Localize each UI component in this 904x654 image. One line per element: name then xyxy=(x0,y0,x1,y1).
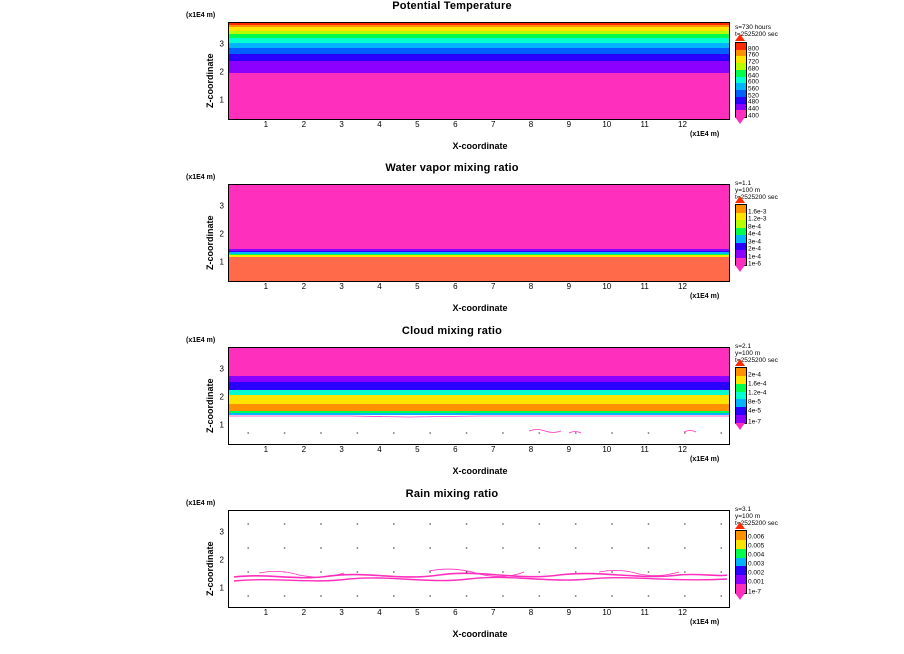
colorbar-box xyxy=(735,204,747,266)
x-tick-label: 2 xyxy=(301,608,307,617)
y-axis-label: Z-coordinate xyxy=(205,215,215,270)
panel-water-vapor-mixing-ratio xyxy=(0,162,904,322)
x-tick-label: 11 xyxy=(640,120,649,129)
x-tick-label: 5 xyxy=(415,608,420,617)
x-tick-label: 12 xyxy=(678,445,687,454)
colorbar-segment xyxy=(736,384,746,392)
x-tick-label: 7 xyxy=(490,445,496,454)
x-axis-unit-bottom: (x1E4 m) xyxy=(690,293,720,300)
x-axis-unit-bottom: (x1E4 m) xyxy=(690,619,720,626)
colorbar-segment xyxy=(736,104,746,111)
colorbar-tick-label: 600 xyxy=(748,78,759,86)
colorbar-tick-label: 680 xyxy=(748,65,759,73)
colorbar-tick-label: 1e-7 xyxy=(748,588,762,596)
colorbar-tick-label: 2e-4 xyxy=(748,371,762,379)
x-tick-label: 2 xyxy=(301,282,307,291)
colorbar-water-vapor xyxy=(735,202,795,282)
colorbar-cloud xyxy=(735,365,795,445)
plot-meta-line-3: t=2525200 sec xyxy=(735,194,778,201)
x-tick-label: 5 xyxy=(415,120,420,129)
x-tick-label: 1 xyxy=(263,608,269,617)
x-tick-label: 10 xyxy=(602,445,612,454)
colorbar-tick-label: 640 xyxy=(748,72,759,80)
colorbar-tick-label: 0.005 xyxy=(748,542,765,550)
contour-band xyxy=(229,23,729,25)
colorbar-over-arrow xyxy=(735,34,745,41)
x-tick-label: 6 xyxy=(453,445,458,454)
x-tick-label: 7 xyxy=(490,608,496,617)
x-tick-labels xyxy=(228,120,728,130)
colorbar-tick-label: 760 xyxy=(748,51,759,59)
x-tick-label: 9 xyxy=(566,120,572,129)
x-tick-label: 11 xyxy=(640,282,649,291)
x-tick-label: 10 xyxy=(602,120,612,129)
colorbar-tick-label: 520 xyxy=(748,92,759,100)
colorbar-tick-label: 4e-4 xyxy=(748,230,762,238)
y-tick-label: 2 xyxy=(219,229,224,239)
colorbar-over-arrow xyxy=(735,522,745,529)
low-level-contour-traces xyxy=(229,348,729,444)
y-tick-label: 1 xyxy=(219,420,224,430)
x-tick-label: 12 xyxy=(678,608,687,617)
colorbar-segment xyxy=(736,63,746,70)
x-tick-label: 6 xyxy=(453,608,458,617)
colorbar-segment xyxy=(736,243,746,251)
plot-meta-line-2: y=100 m xyxy=(735,513,761,520)
contour-band xyxy=(229,43,729,48)
panel-cloud-mixing-ratio xyxy=(0,325,904,485)
panel-rain-mixing-ratio xyxy=(0,488,904,654)
colorbar-potential-temperature xyxy=(735,40,795,120)
x-tick-label: 11 xyxy=(640,608,649,617)
y-axis-unit-top: (x1E4 m) xyxy=(186,500,216,507)
colorbar-tick-label: 1e-6 xyxy=(748,260,762,268)
x-axis-label: X-coordinate xyxy=(452,629,508,639)
x-tick-label: 3 xyxy=(339,445,344,454)
colorbar-tick-label: 1.2e-3 xyxy=(748,215,767,223)
colorbar-tick-label: 560 xyxy=(748,85,759,93)
plot-meta-line-1: s=2.1 xyxy=(735,343,752,350)
x-tick-label: 4 xyxy=(377,445,382,454)
colorbar-segment xyxy=(736,531,746,540)
colorbar-segment xyxy=(736,77,746,84)
contour-band xyxy=(229,34,729,38)
colorbar-segment xyxy=(736,558,746,567)
x-axis-label: X-coordinate xyxy=(452,303,508,313)
colorbar-over-arrow xyxy=(735,359,745,366)
colorbar-segment xyxy=(736,235,746,243)
x-axis-unit-bottom: (x1E4 m) xyxy=(690,456,720,463)
plot-area-water-vapor xyxy=(228,184,730,282)
plot-meta-line-2: t=2525200 sec xyxy=(735,31,778,38)
colorbar-tick-label: 1.6e-3 xyxy=(748,208,767,215)
colorbar-segment xyxy=(736,70,746,77)
x-axis-label: X-coordinate xyxy=(452,141,508,151)
colorbar-segment xyxy=(736,415,746,423)
y-tick-label: 1 xyxy=(219,257,224,267)
colorbar-segment xyxy=(736,228,746,236)
contour-band xyxy=(229,61,729,73)
panel-title: Water vapor mixing ratio xyxy=(385,162,519,174)
x-tick-label: 3 xyxy=(339,120,344,129)
x-tick-label: 5 xyxy=(415,445,420,454)
colorbar-segment xyxy=(736,83,746,90)
plot-meta-line-3: t=2525200 sec xyxy=(735,520,778,527)
colorbar-segment xyxy=(736,56,746,63)
plot-area-cloud xyxy=(228,347,730,445)
colorbar-under-arrow xyxy=(735,117,745,124)
colorbar-tick-label: 4e-5 xyxy=(748,407,762,415)
colorbar-box xyxy=(735,367,747,424)
x-tick-label: 10 xyxy=(602,282,612,291)
colorbar-segment xyxy=(736,399,746,407)
x-tick-label: 12 xyxy=(678,282,687,291)
y-axis-unit-top: (x1E4 m) xyxy=(186,174,216,181)
x-tick-label: 8 xyxy=(528,120,534,129)
y-tick-label: 2 xyxy=(219,555,224,565)
contour-band xyxy=(229,25,729,27)
x-tick-label: 3 xyxy=(339,608,344,617)
colorbar-tick-label: 0.004 xyxy=(748,551,765,559)
colorbar-tick-label: 440 xyxy=(748,105,759,113)
y-tick-label: 3 xyxy=(219,39,224,49)
colorbar-segment xyxy=(736,376,746,384)
colorbar-tick-label: 1e-4 xyxy=(748,253,762,260)
x-tick-label: 4 xyxy=(377,282,382,291)
colorbar-tick-label: 1.2e-4 xyxy=(748,389,767,397)
plot-area-potential-temperature xyxy=(228,22,730,120)
colorbar-tick-label: 0.001 xyxy=(748,578,765,586)
x-tick-label: 7 xyxy=(490,120,496,129)
colorbar-segment xyxy=(736,566,746,575)
y-tick-label: 2 xyxy=(219,67,224,77)
colorbar-segment xyxy=(736,97,746,104)
x-tick-label: 9 xyxy=(566,282,572,291)
colorbar-over-arrow xyxy=(735,196,745,203)
colorbar-tick-label: 3e-4 xyxy=(748,238,762,245)
x-tick-label: 8 xyxy=(528,282,534,291)
y-tick-label: 3 xyxy=(219,201,224,211)
colorbar-segment xyxy=(736,220,746,228)
colorbar-tick-label: 2e-4 xyxy=(748,245,762,253)
contour-band xyxy=(229,73,729,119)
colorbar-segment xyxy=(736,407,746,415)
colorbar-tick-label: 0.006 xyxy=(748,533,765,541)
colorbar-tick-label: 1.6e-4 xyxy=(748,380,767,388)
x-tick-label: 1 xyxy=(263,282,269,291)
x-axis-unit-bottom: (x1E4 m) xyxy=(690,131,720,138)
colorbar-segment xyxy=(736,90,746,97)
x-tick-label: 9 xyxy=(566,608,572,617)
colorbar-box xyxy=(735,42,747,118)
colorbar-under-arrow xyxy=(735,593,745,600)
colorbar-segment xyxy=(736,110,746,117)
colorbar-tick-label: 400 xyxy=(748,112,759,120)
y-axis-label: Z-coordinate xyxy=(205,378,215,433)
x-tick-label: 12 xyxy=(678,120,687,129)
contour-band xyxy=(229,38,729,43)
colorbar-under-arrow xyxy=(735,423,745,430)
x-tick-label: 3 xyxy=(339,282,344,291)
plot-meta-line-1: s=3.1 xyxy=(735,506,752,513)
colorbar-tick-label: 0.003 xyxy=(748,560,765,568)
colorbar-segment xyxy=(736,549,746,558)
x-tick-label: 8 xyxy=(528,445,534,454)
plot-meta-line-2: y=100 m xyxy=(735,350,761,357)
x-tick-label: 1 xyxy=(263,445,269,454)
plot-meta-line-3: t=2525200 sec xyxy=(735,357,778,364)
y-tick-label: 3 xyxy=(219,527,224,537)
colorbar-segment xyxy=(736,540,746,549)
y-axis-unit-top: (x1E4 m) xyxy=(186,337,216,344)
plot-meta-line-2: y=100 m xyxy=(735,187,761,194)
x-axis-label: X-coordinate xyxy=(452,466,508,476)
colorbar-box xyxy=(735,530,747,594)
colorbar-segment xyxy=(736,213,746,221)
colorbar-segment xyxy=(736,368,746,376)
x-tick-labels xyxy=(228,608,728,618)
colorbar-under-arrow xyxy=(735,265,745,272)
x-tick-label: 5 xyxy=(415,282,420,291)
x-tick-label: 2 xyxy=(301,445,307,454)
panel-potential-temperature xyxy=(0,0,904,160)
contour-band xyxy=(229,31,729,34)
colorbar-tick-label: 1e-7 xyxy=(748,418,762,426)
colorbar-segment xyxy=(736,575,746,584)
y-axis-label: Z-coordinate xyxy=(205,541,215,596)
panel-title: Potential Temperature xyxy=(392,0,512,12)
colorbar-segment xyxy=(736,392,746,400)
colorbar-segment xyxy=(736,50,746,57)
plot-area-rain xyxy=(228,510,730,608)
x-tick-labels xyxy=(228,445,728,455)
y-tick-label: 3 xyxy=(219,364,224,374)
x-tick-label: 6 xyxy=(453,120,458,129)
x-tick-label: 2 xyxy=(301,120,307,129)
y-axis-unit-top: (x1E4 m) xyxy=(186,12,216,19)
colorbar-tick-label: 720 xyxy=(748,58,759,66)
x-tick-label: 4 xyxy=(377,120,382,129)
plot-meta-line-1: s=730 hours xyxy=(735,24,771,31)
colorbar-segment xyxy=(736,250,746,258)
x-tick-label: 7 xyxy=(490,282,496,291)
contour-band xyxy=(229,48,729,54)
colorbar-tick-label: 800 xyxy=(748,45,759,53)
x-tick-label: 10 xyxy=(602,608,612,617)
panel-title: Rain mixing ratio xyxy=(405,488,499,500)
colorbar-rain xyxy=(735,528,795,608)
contour-band xyxy=(229,54,729,61)
x-tick-label: 11 xyxy=(640,445,649,454)
plot-meta-line-1: s=1.1 xyxy=(735,180,752,187)
contour-band xyxy=(229,27,729,31)
x-tick-label: 6 xyxy=(453,282,458,291)
colorbar-tick-label: 480 xyxy=(748,98,759,106)
x-tick-labels xyxy=(228,282,728,292)
rain-contour-traces xyxy=(229,511,729,607)
colorbar-segment xyxy=(736,43,746,50)
y-tick-label: 1 xyxy=(219,583,224,593)
colorbar-tick-label: 0.002 xyxy=(748,569,765,577)
x-tick-label: 8 xyxy=(528,608,534,617)
panel-title: Cloud mixing ratio xyxy=(401,325,503,337)
colorbar-segment xyxy=(736,584,746,593)
colorbar-segment xyxy=(736,205,746,213)
y-axis-label: Z-coordinate xyxy=(205,53,215,108)
x-tick-label: 1 xyxy=(263,120,269,129)
contour-fill-layers xyxy=(229,23,729,119)
colorbar-segment xyxy=(736,258,746,266)
y-tick-label: 2 xyxy=(219,392,224,402)
colorbar-tick-label: 8e-5 xyxy=(748,398,762,406)
colorbar-tick-label: 8e-4 xyxy=(748,223,762,230)
x-tick-label: 4 xyxy=(377,608,382,617)
x-tick-label: 9 xyxy=(566,445,572,454)
y-tick-label: 1 xyxy=(219,95,224,105)
